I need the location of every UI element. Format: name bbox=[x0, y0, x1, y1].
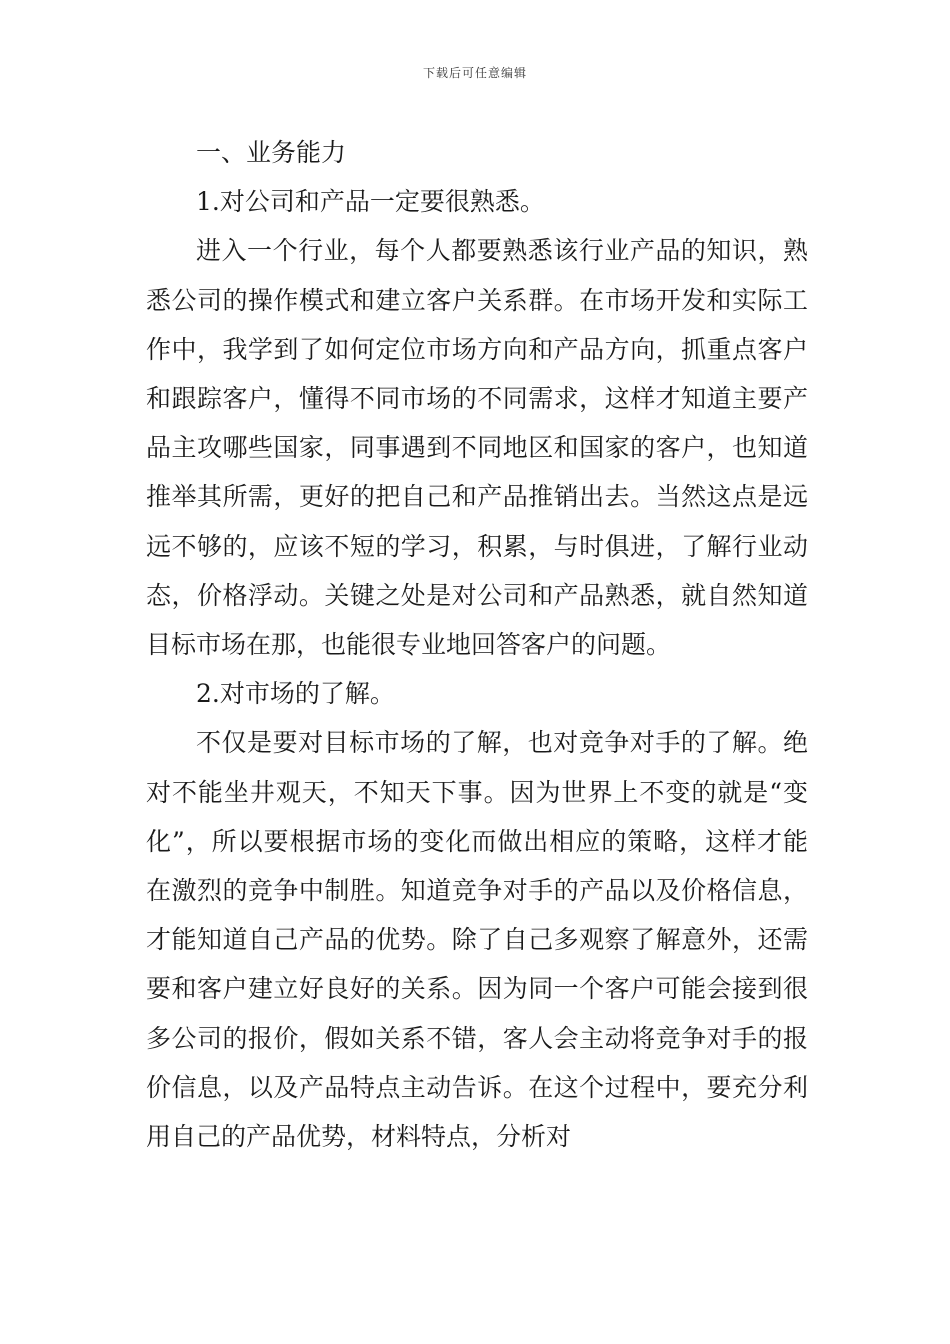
item1-paragraph: 进入一个行业，每个人都要熟悉该行业产品的知识，熟悉公司的操作模式和建立客户关系群。在市场开发和实际工作中，我学到了如何定位市场方向和产品方向，抓重点客户和跟踪客户，懂得不同市场的不同需求，这样才知道主要产品主攻哪些国家，同事遇到不同地区和国家的客户，也知道推举其所需，更好的把自己和产品推销出去。当然这点是远远不够的，应该不短的学习，积累，与时俱进，了解行业动态，价格浮动。关键之处是对公司和产品熟悉，就自然知道目标市场在那，也能很专业地回答客户的问题。 bbox=[146, 236, 808, 660]
item2-paragraph: 不仅是要对目标市场的了解，也对竞争对手的了解。绝对不能坐井观天，不知天下事。因为世界上不变的就是“变化”，所以要根据市场的变化而做出相应的策略，这样才能在激烈的竞争中制胜。知道竞争对手的产品以及价格信息，才能知道自己产品的优势。除了自己多观察了解意外，还需要和客户建立好良好的关系。因为同一个客户可能会接到很多公司的报价，假如关系不错，客人会主动将竞争对手的报价信息，以及产品特点主动告诉。在这个过程中，要充分利用自己的产品优势，材料特点，分析对 bbox=[146, 728, 808, 1152]
document-body bbox=[146, 128, 808, 1161]
section-title: 一、业务能力 bbox=[196, 138, 347, 167]
item2-heading: 2.对市场的了解。 bbox=[196, 679, 395, 709]
page-header: 下载后可任意编辑 bbox=[422, 66, 527, 80]
item1-heading: 1.对公司和产品一定要很熟悉。 bbox=[196, 187, 545, 217]
